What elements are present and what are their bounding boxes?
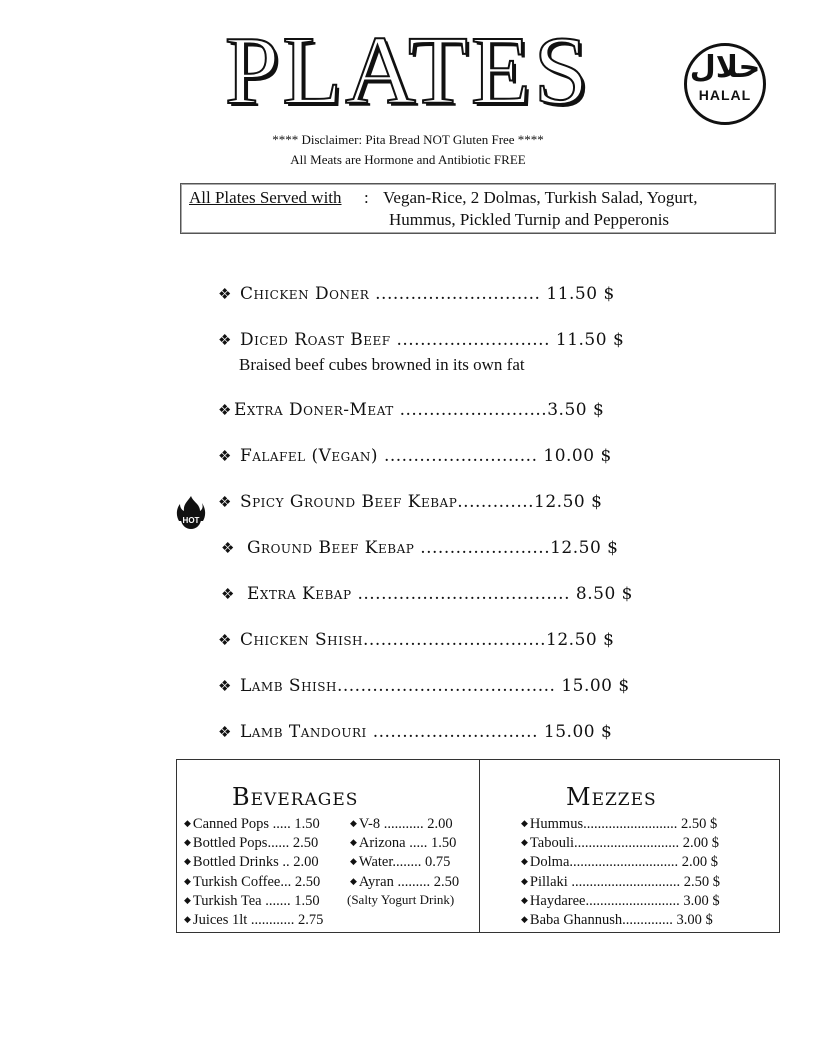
item-name: Lamb Tandouri: [239, 722, 367, 742]
item-price: 8.50 $: [575, 584, 633, 604]
served-with-label: All Plates Served with: [189, 188, 342, 207]
diamond-bullet-icon: ❖: [218, 331, 232, 349]
item-name: Chicken Shish: [239, 630, 364, 650]
item-name: Chicken Doner: [239, 284, 370, 304]
menu-item-lamb-shish: [218, 676, 630, 696]
item-dots: ...............................: [363, 630, 547, 650]
beverage-item: ◆ Ayran ......... 2.50: [350, 873, 460, 890]
box-divider: [479, 759, 480, 933]
item-dots: ..........................: [396, 330, 550, 350]
diamond-bullet-icon: ❖: [218, 447, 232, 465]
beverage-item: ◆ V-8 ........... 2.00: [350, 816, 453, 832]
beverage-item: ◆ Bottled Drinks .. 2.00: [184, 854, 319, 871]
mezzes-title: Mezzes: [566, 783, 657, 811]
item-price: 15.00 $: [561, 676, 630, 696]
halal-badge: [684, 43, 766, 125]
served-with-line-1: Vegan-Rice, 2 Dolmas, Turkish Salad, Yogurt,: [383, 188, 698, 207]
item-name: Extra Doner-Meat: [233, 400, 394, 420]
hot-flame-icon: [176, 494, 206, 530]
menu-item-diced-roast-beef: [218, 330, 624, 350]
menu-item-chicken-shish: [218, 630, 614, 650]
beverage-item: ◆ Canned Pops ..... 1.50: [184, 816, 320, 832]
item-name: Extra Kebap: [246, 584, 352, 604]
item-name: Spicy Ground Beef Kebap: [239, 492, 458, 512]
beverage-item: ◆ Arizona ..... 1.50: [350, 835, 457, 852]
beverage-item: ◆ Bottled Pops...... 2.50: [184, 835, 319, 852]
hot-badge-label: HOT: [182, 516, 200, 525]
mezze-item: ◆ Dolma.............................. 2.00 $: [521, 854, 719, 871]
diamond-bullet-icon: ❖: [221, 585, 235, 603]
item-dots: ..........................: [383, 446, 538, 466]
beverage-item: ◆ Turkish Tea ....... 1.50: [184, 892, 320, 909]
menu-item-extra-doner-meat: [218, 400, 604, 420]
diamond-bullet-icon: ❖: [218, 631, 232, 649]
item-price: 12.50 $: [534, 492, 603, 512]
ayran-note: (Salty Yogurt Drink): [347, 891, 455, 907]
diamond-bullet-icon: ❖: [221, 539, 235, 557]
meats-note: All Meats are Hormone and Antibiotic FREE: [290, 152, 526, 167]
item-price: 10.00 $: [543, 446, 612, 466]
diamond-bullet-icon: ❖: [218, 401, 232, 419]
item-dots: ............................: [372, 722, 538, 742]
served-with-line-2: Hummus, Pickled Turnip and Pepperonis: [389, 210, 670, 229]
diamond-bullet-icon: ❖: [218, 677, 232, 695]
item-dots: .............: [457, 492, 535, 512]
beverage-item: ◆ Turkish Coffee... 2.50: [184, 873, 321, 890]
menu-item-ground-beef-kebap: [221, 538, 619, 558]
item-dots: ............................: [375, 284, 541, 304]
item-dots: ......................: [420, 538, 551, 558]
mezze-item: ◆ Baba Ghannush.............. 3.00 $: [521, 912, 713, 929]
item-price: 12.50 $: [546, 630, 615, 650]
item-price: 3.50 $: [547, 400, 605, 420]
item-dots: .........................: [399, 400, 548, 420]
item-name: Diced Roast Beef: [239, 330, 391, 350]
mezze-item: ◆ Haydaree.......................... 3.00 $: [521, 892, 720, 909]
mezze-item: ◆ Pillaki .............................. 2.50 $: [521, 873, 721, 890]
diamond-bullet-icon: ❖: [218, 493, 232, 511]
mezze-item: ◆ Tabouli............................. 2.00 $: [521, 835, 720, 852]
beverage-item: ◆ Juices 1lt ............ 2.75: [184, 912, 324, 929]
mezze-item: ◆ Hummus.......................... 2.50 $: [521, 816, 718, 832]
disclaimer: **** Disclaimer: Pita Bread NOT Gluten Free ****: [272, 132, 544, 147]
menu-item-lamb-tandouri: [218, 722, 612, 742]
served-with-box: All Plates Served with : Vegan-Rice, 2 Dolmas, Turkish Salad, Yogurt, Hummus, Pickled Turnip and Pepperonis: [180, 183, 776, 234]
menu-item-extra-kebap: [221, 584, 633, 604]
item-price: 11.50 $: [555, 330, 625, 350]
item-price: 12.50 $: [550, 538, 619, 558]
menu-item-falafel: [218, 446, 612, 466]
diamond-bullet-icon: ❖: [218, 285, 232, 303]
beverage-item: ◆ Water........ 0.75: [350, 854, 451, 871]
page-title: PLATES: [224, 17, 592, 125]
item-dots: .....................................: [336, 676, 556, 696]
halal-label: HALAL: [698, 87, 752, 103]
diamond-bullet-icon: ❖: [218, 723, 232, 741]
beverages-title: Beverages: [232, 783, 359, 811]
item-price: 11.50 $: [546, 284, 615, 304]
item-price: 15.00 $: [543, 722, 613, 742]
item-dots: ....................................: [357, 584, 570, 604]
item-name: Ground Beef Kebap: [246, 538, 415, 558]
mezzes-list: [521, 814, 720, 929]
item-name: Falafel (Vegan): [239, 446, 379, 466]
item-name: Lamb Shish: [239, 676, 337, 696]
item-description: Braised beef cubes browned in its own fat: [239, 355, 525, 374]
menu-item-chicken-doner: [218, 284, 615, 304]
halal-arabic-text: حلال: [689, 50, 761, 85]
beverages-column-2: [347, 814, 460, 909]
menu-item-spicy-ground-beef-kebap: [218, 492, 602, 512]
beverages-column-1: [184, 814, 323, 929]
